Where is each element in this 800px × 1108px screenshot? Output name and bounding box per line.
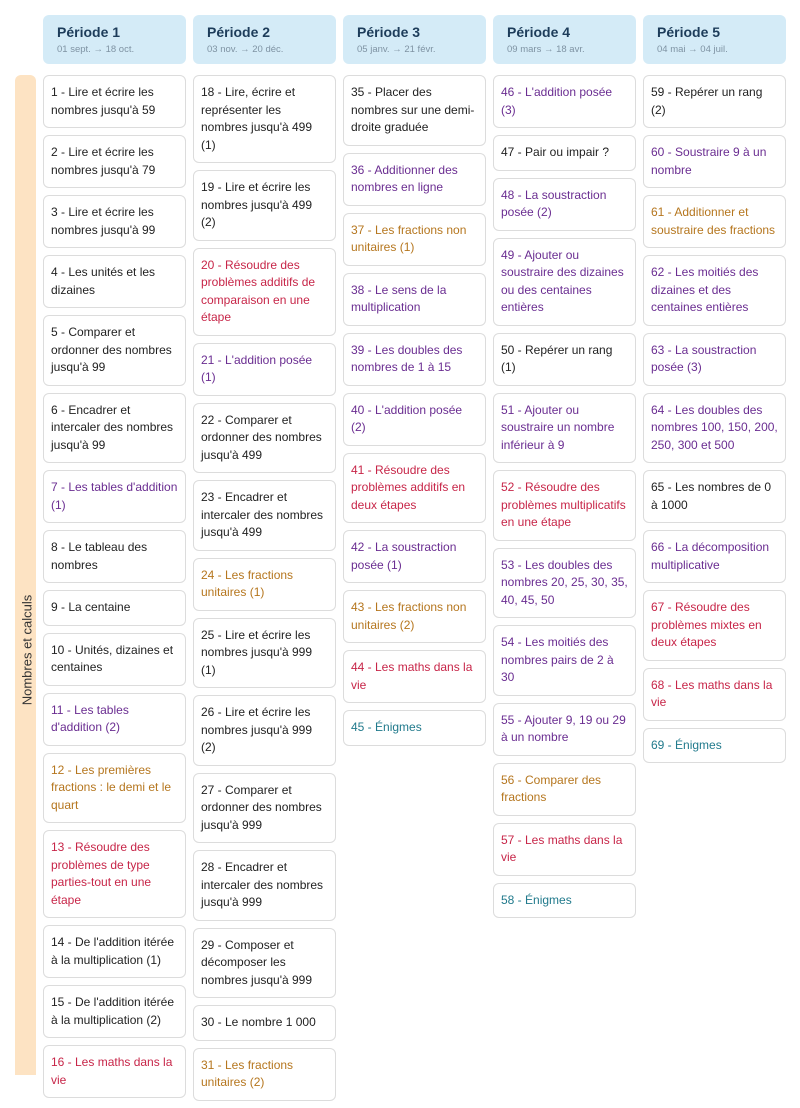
lesson-card[interactable]: 14 - De l'addition itérée à la multiplication (1) [43,925,186,978]
period-column-2 [193,15,336,1108]
lesson-card[interactable]: 62 - Les moitiés des dizaines et des centaines entières [643,255,786,326]
period-title: Période 4 [507,24,571,40]
period-header-4 [493,15,636,64]
lesson-card[interactable]: 7 - Les tables d'addition (1) [43,470,186,523]
period-dates: 05 janv. → 21 févr. [357,44,436,55]
period-header-1 [43,15,186,64]
lesson-card[interactable]: 53 - Les doubles des nombres 20, 25, 30, 35, 40, 45, 50 [493,548,636,619]
lesson-card[interactable]: 46 - L'addition posée (3) [493,75,636,128]
lesson-card[interactable]: 55 - Ajouter 9, 19 ou 29 à un nombre [493,703,636,756]
lesson-card[interactable]: 68 - Les maths dans la vie [643,668,786,721]
lesson-card[interactable]: 27 - Comparer et ordonner des nombres jusqu'à 999 [193,773,336,844]
domain-sidebar [15,75,36,1075]
period-column-4 [493,15,636,925]
lesson-card[interactable]: 45 - Énigmes [343,710,486,746]
lesson-list [343,75,486,746]
period-dates: 09 mars → 18 avr. [507,44,585,55]
lesson-card[interactable]: 51 - Ajouter ou soustraire un nombre inférieur à 9 [493,393,636,464]
lesson-list [643,75,786,763]
lesson-card[interactable]: 59 - Repérer un rang (2) [643,75,786,128]
lesson-card[interactable]: 26 - Lire et écrire les nombres jusqu'à 999 (2) [193,695,336,766]
lesson-card[interactable]: 2 - Lire et écrire les nombres jusqu'à 79 [43,135,186,188]
lesson-card[interactable]: 39 - Les doubles des nombres de 1 à 15 [343,333,486,386]
lesson-card[interactable]: 47 - Pair ou impair ? [493,135,636,171]
lesson-card[interactable]: 24 - Les fractions unitaires (1) [193,558,336,611]
lesson-card[interactable]: 20 - Résoudre des problèmes additifs de comparaison en une étape [193,248,336,336]
lesson-card[interactable]: 67 - Résoudre des problèmes mixtes en deux étapes [643,590,786,661]
lesson-card[interactable]: 63 - La soustraction posée (3) [643,333,786,386]
lesson-card[interactable]: 22 - Comparer et ordonner des nombres jusqu'à 499 [193,403,336,474]
period-column-3 [343,15,486,753]
lesson-card[interactable]: 19 - Lire et écrire les nombres jusqu'à 499 (2) [193,170,336,241]
lesson-card[interactable]: 6 - Encadrer et intercaler des nombres jusqu'à 99 [43,393,186,464]
lesson-card[interactable]: 15 - De l'addition itérée à la multiplication (2) [43,985,186,1038]
lesson-card[interactable]: 66 - La décomposition multiplicative [643,530,786,583]
lesson-card[interactable]: 1 - Lire et écrire les nombres jusqu'à 59 [43,75,186,128]
lesson-card[interactable]: 25 - Lire et écrire les nombres jusqu'à 999 (1) [193,618,336,689]
domain-label: Nombres et calculs [19,594,35,706]
period-column-1 [43,15,186,1105]
lesson-card[interactable]: 28 - Encadrer et intercaler des nombres jusqu'à 999 [193,850,336,921]
lesson-card[interactable]: 57 - Les maths dans la vie [493,823,636,876]
lesson-card[interactable]: 54 - Les moitiés des nombres pairs de 2 à 30 [493,625,636,696]
lesson-card[interactable]: 44 - Les maths dans la vie [343,650,486,703]
lesson-card[interactable]: 21 - L'addition posée (1) [193,343,336,396]
lesson-card[interactable]: 43 - Les fractions non unitaires (2) [343,590,486,643]
lesson-card[interactable]: 35 - Placer des nombres sur une demi-droite graduée [343,75,486,146]
lesson-card[interactable]: 13 - Résoudre des problèmes de type parties-tout en une étape [43,830,186,918]
period-dates: 03 nov. → 20 déc. [207,44,284,55]
period-title: Période 2 [207,24,271,40]
lesson-card[interactable]: 64 - Les doubles des nombres 100, 150, 200, 250, 300 et 500 [643,393,786,464]
period-title: Période 1 [57,24,121,40]
period-column-5 [643,15,786,770]
lesson-card[interactable]: 29 - Composer et décomposer les nombres jusqu'à 999 [193,928,336,999]
lesson-card[interactable]: 50 - Repérer un rang (1) [493,333,636,386]
lesson-card[interactable]: 16 - Les maths dans la vie [43,1045,186,1098]
lesson-card[interactable]: 5 - Comparer et ordonner des nombres jusqu'à 99 [43,315,186,386]
period-dates: 04 mai → 04 juil. [657,44,728,55]
lesson-card[interactable]: 60 - Soustraire 9 à un nombre [643,135,786,188]
lesson-card[interactable]: 37 - Les fractions non unitaires (1) [343,213,486,266]
lesson-card[interactable]: 69 - Énigmes [643,728,786,764]
lesson-card[interactable]: 52 - Résoudre des problèmes multiplicatifs en une étape [493,470,636,541]
lesson-card[interactable]: 40 - L'addition posée (2) [343,393,486,446]
lesson-card[interactable]: 12 - Les premières fractions : le demi et le quart [43,753,186,824]
lesson-card[interactable]: 42 - La soustraction posée (1) [343,530,486,583]
lesson-card[interactable]: 10 - Unités, dizaines et centaines [43,633,186,686]
lesson-list [493,75,636,918]
lesson-card[interactable]: 61 - Additionner et soustraire des fractions [643,195,786,248]
period-title: Période 5 [657,24,721,40]
lesson-card[interactable]: 38 - Le sens de la multiplication [343,273,486,326]
lesson-card[interactable]: 3 - Lire et écrire les nombres jusqu'à 99 [43,195,186,248]
lesson-card[interactable]: 41 - Résoudre des problèmes additifs en deux étapes [343,453,486,524]
lesson-card[interactable]: 58 - Énigmes [493,883,636,919]
lesson-card[interactable]: 8 - Le tableau des nombres [43,530,186,583]
lesson-card[interactable]: 49 - Ajouter ou soustraire des dizaines ou des centaines entières [493,238,636,326]
lesson-card[interactable]: 36 - Additionner des nombres en ligne [343,153,486,206]
period-header-2 [193,15,336,64]
lesson-card[interactable]: 4 - Les unités et les dizaines [43,255,186,308]
lesson-card[interactable]: 48 - La soustraction posée (2) [493,178,636,231]
lesson-card[interactable]: 23 - Encadrer et intercaler des nombres jusqu'à 499 [193,480,336,551]
lesson-card[interactable]: 9 - La centaine [43,590,186,626]
lesson-list [43,75,186,1098]
lesson-card[interactable]: 11 - Les tables d'addition (2) [43,693,186,746]
period-header-5 [643,15,786,64]
period-title: Période 3 [357,24,421,40]
lesson-card[interactable]: 65 - Les nombres de 0 à 1000 [643,470,786,523]
lesson-card[interactable]: 18 - Lire, écrire et représenter les nombres jusqu'à 499 (1) [193,75,336,163]
period-dates: 01 sept. → 18 oct. [57,44,135,55]
lesson-list [193,75,336,1101]
lesson-card[interactable]: 31 - Les fractions unitaires (2) [193,1048,336,1101]
lesson-card[interactable]: 56 - Comparer des fractions [493,763,636,816]
period-header-3 [343,15,486,64]
lesson-card[interactable]: 30 - Le nombre 1 000 [193,1005,336,1041]
